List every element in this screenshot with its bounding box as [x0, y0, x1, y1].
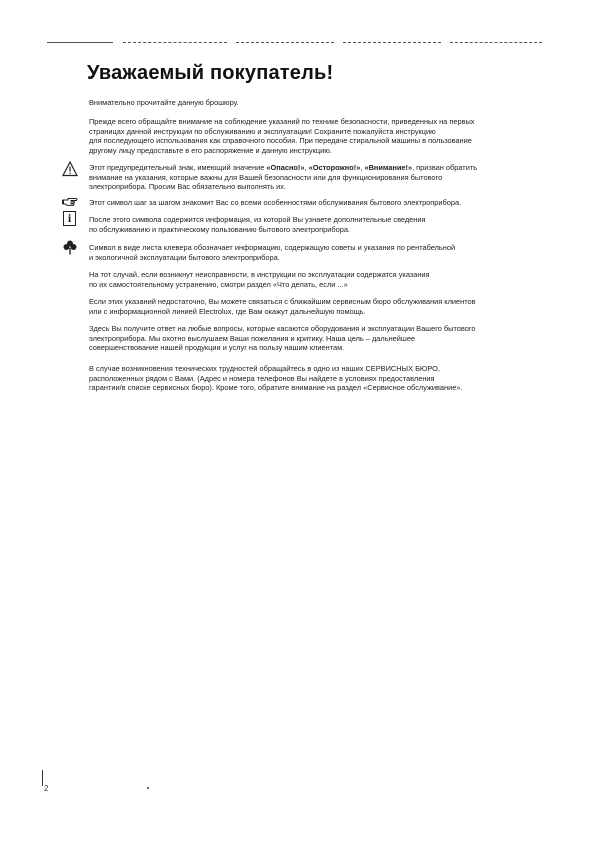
header-rule-3 — [343, 42, 441, 43]
header-rule-1 — [123, 42, 227, 43]
clover-leaf-icon — [63, 240, 77, 255]
feedback-paragraph: Здесь Вы получите ответ на любые вопросы, которые касаются оборудования и эксплуатации Вашего бытового электроприбора. Мы охотно выслушаем Ваши пожелания и критику. Наша цель – дальнейшее совершенствование нашей продукции и услуг на пользу нашим клиентам. — [89, 324, 476, 353]
info-icon: i — [63, 211, 76, 226]
safety-paragraph: Прежде всего обращайте внимание на соблюдение указаний по технике безопасности, приведенных на первых страницах данной инструкции по обслуживанию и эксплуатации! Сохраните пожалуйста инструкцию для последующего использования как справочного пособия. При передаче стиральной машины в пользование другому лицу предоставьте в его распоряжение и данную инструкцию. — [89, 117, 475, 155]
step-paragraph: Этот символ шаг за шагом знакомит Вас со всеми особенностями обслуживания бытового электроприбора. — [89, 198, 462, 207]
page-number: 2 — [44, 784, 49, 793]
intro-text: Внимательно прочитайте данную брошюру. — [89, 98, 239, 107]
left-margin-rule — [42, 770, 43, 786]
troubleshooting-paragraph: На тот случай, если возникнут неисправности, в инструкции по эксплуатации содержатся указания по их самостоятельному устранению, смотри раздел «Что делать, если ...» — [89, 270, 430, 289]
header-rule-4 — [450, 42, 542, 43]
header-rule-2 — [236, 42, 334, 43]
warning-triangle-icon — [62, 161, 78, 177]
warning-paragraph: Этот предупредительный знак, имеющий значение «Опасно!», «Осторожно!», «Внимание!», призван обратить внимание на указания, которые важны для Вашей безопасности или для функционирования бытового электроприбора. Просим Вас обязательно выполнять их. — [89, 163, 478, 192]
info-paragraph: После этого символа содержится информация, из которой Вы узнаете дополнительные сведения по обслуживанию и практическому пользованию бытового электроприбора. — [89, 215, 426, 234]
header-rule-left — [47, 42, 113, 43]
service-contact-paragraph: Если этих указаний недостаточно, Вы можете связаться с ближайшим сервисным бюро обслуживания клиентов или с информационной линией Electrolux, где Вам окажут дальнейшую помощь. — [89, 297, 476, 316]
pointing-hand-icon — [62, 196, 78, 208]
scan-mark — [147, 787, 149, 789]
page-title: Уважаемый покупатель! — [87, 62, 334, 84]
service-bureau-paragraph: В случае возникновения технических трудностей обращайтесь в одно из наших СЕРВИСНЫХ БЮРО, расположенных рядом с Вами. (Адрес и номера телефонов Вы найдете в условиях предоставления гарантии/в списке сервисных бюро). Кроме того, обратите внимание на раздел «Сервисное обслуживание». — [89, 364, 463, 393]
eco-paragraph: Символ в виде листа клевера обозначает информацию, содержащую советы и указания по рентабельной и экологичной эксплуатации бытового электроприбора. — [89, 243, 456, 262]
